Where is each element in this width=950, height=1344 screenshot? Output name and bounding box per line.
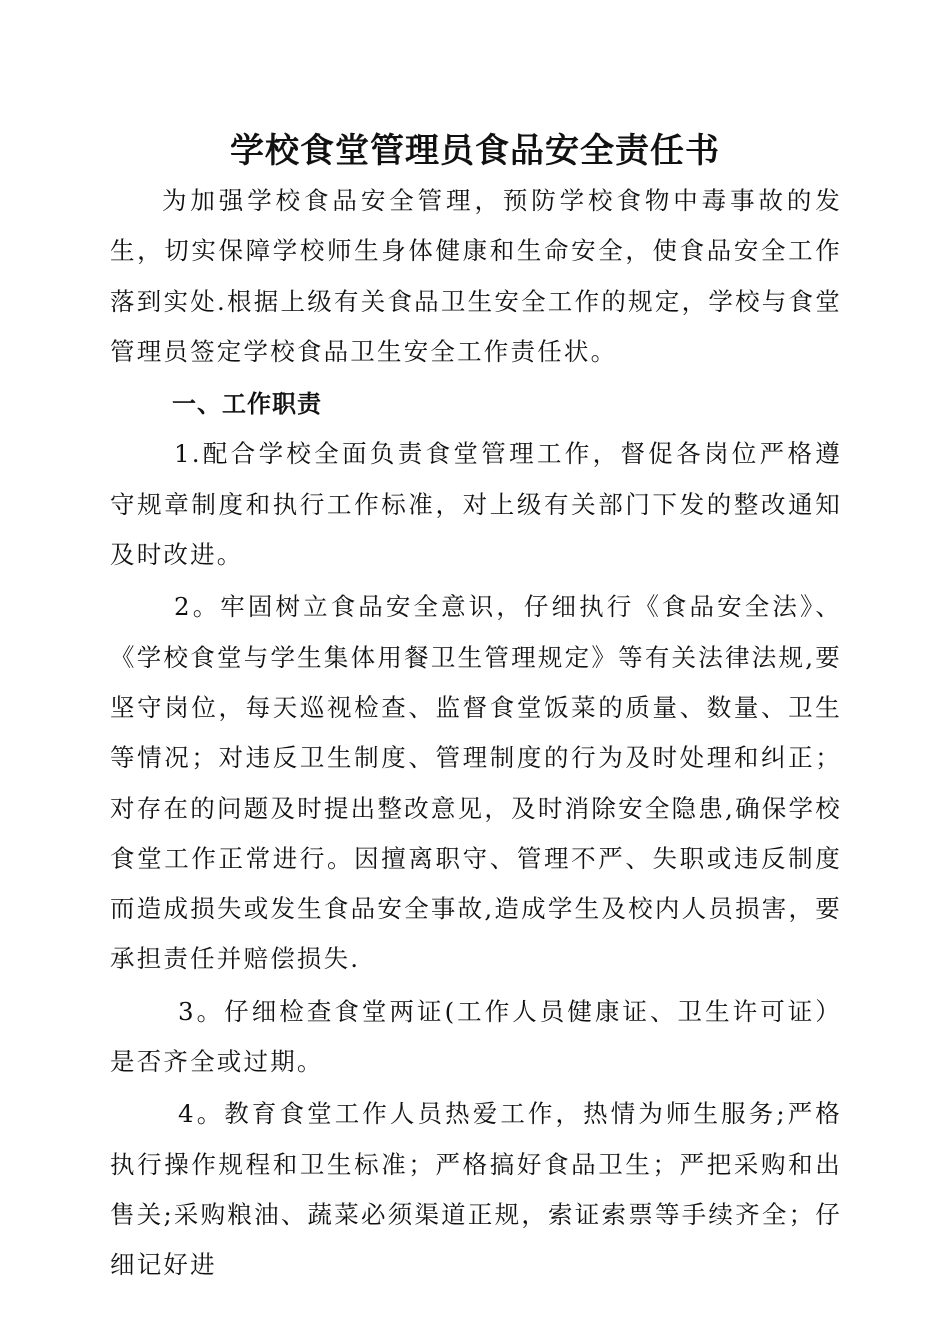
document-title: 学校食堂管理员食品安全责任书	[230, 131, 720, 171]
duty-item-2: 2。牢固树立食品安全意识，仔细执行《食品安全法》、《学校食堂与学生集体用餐卫生管理规定》等有关法律法规,要坚守岗位，每天巡视检查、监督食堂饭菜的质量、数量、卫生等情况；对违反卫生制度、管理制度的行为及时处理和纠正；对存在的问题及时提出整改意见，及时消除安全隐患,确保学校食堂工作正常进行。因擅离职守、管理不严、失职或违反制度而造成损失或发生食品安全事故,造成学生及校内人员损害，要承担责任并赔偿损失.	[110, 592, 842, 974]
duty-item-3: 3。仔细检查食堂两证(工作人员健康证、卫生许可证）是否齐全或过期。	[110, 996, 842, 1077]
section-heading-duties: 一、工作职责	[172, 390, 322, 419]
document-body	[110, 176, 842, 1291]
duty-item-4: 4。教育食堂工作人员热爱工作，热情为师生服务;严格执行操作规程和卫生标准；严格搞好食品卫生；严把采购和出售关;采购粮油、蔬菜必须渠道正规，索证索票等手续齐全；仔细记好进	[110, 1099, 842, 1280]
intro-paragraph: 为加强学校食品安全管理，预防学校食物中毒事故的发生，切实保障学校师生身体健康和生命安全，使食品安全工作落到实处.根据上级有关食品卫生安全工作的规定，学校与食堂管理员签定学校食品卫生安全工作责任状。	[110, 186, 842, 366]
duty-item-1: 1.配合学校全面负责食堂管理工作，督促各岗位严格遵守规章制度和执行工作标准，对上级有关部门下发的整改通知及时改进。	[110, 439, 842, 570]
